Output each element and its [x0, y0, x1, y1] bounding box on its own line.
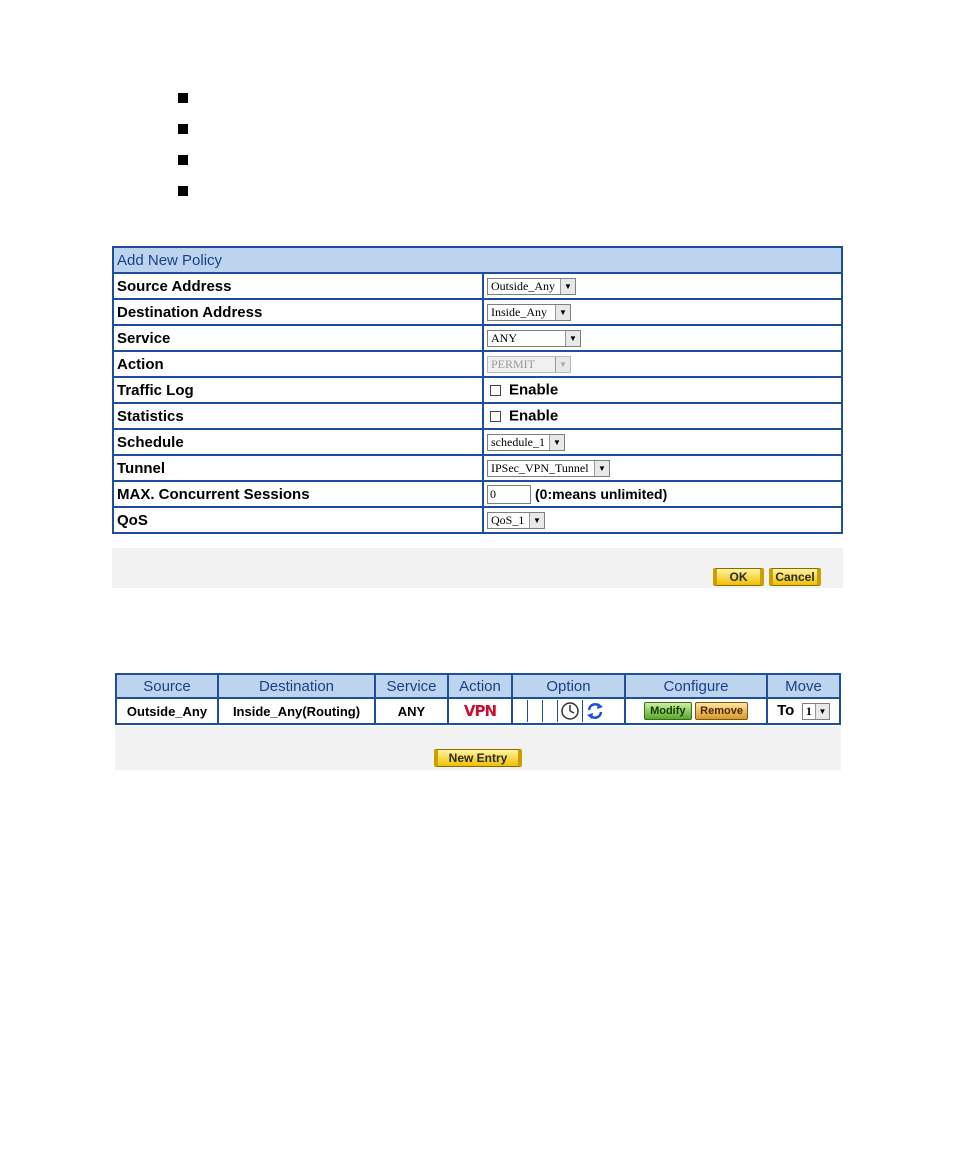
tunnel-select[interactable]: IPSec_VPN_Tunnel ▼: [487, 460, 610, 477]
schedule-label: Schedule: [113, 429, 483, 455]
row-service: ANY: [375, 698, 448, 724]
bullet-list: [178, 93, 188, 217]
chevron-down-icon: ▼: [555, 305, 570, 320]
chevron-down-icon: ▼: [529, 513, 544, 528]
traffic-log-enable-label: Enable: [509, 381, 559, 399]
max-sessions-label: MAX. Concurrent Sessions: [113, 481, 483, 507]
statistics-checkbox[interactable]: [490, 411, 501, 422]
destination-address-label: Destination Address: [113, 299, 483, 325]
destination-address-select[interactable]: Inside_Any ▼: [487, 304, 571, 321]
row-move: [767, 698, 840, 724]
action-label: Action: [113, 351, 483, 377]
chevron-down-icon: ▼: [565, 331, 580, 346]
square-bullet-icon: [178, 155, 188, 165]
cancel-button[interactable]: Cancel: [769, 568, 821, 586]
col-source: Source: [116, 674, 218, 698]
square-bullet-icon: [178, 124, 188, 134]
form-title: Add New Policy: [113, 247, 842, 273]
col-destination: Destination: [218, 674, 375, 698]
service-label: Service: [113, 325, 483, 351]
policy-list-table: [115, 673, 841, 725]
qos-label: QoS: [113, 507, 483, 533]
row-option: [512, 698, 625, 724]
service-select[interactable]: ANY ▼: [487, 330, 581, 347]
statistics-label: Statistics: [113, 403, 483, 429]
col-service: Service: [375, 674, 448, 698]
source-address-label: Source Address: [113, 273, 483, 299]
remove-button[interactable]: Remove: [695, 702, 748, 720]
square-bullet-icon: [178, 186, 188, 196]
row-action: [448, 698, 512, 724]
traffic-log-checkbox[interactable]: [490, 385, 501, 396]
chevron-down-icon: ▼: [815, 704, 829, 719]
vpn-icon: VPN: [463, 702, 497, 720]
statistics-enable-label: Enable: [509, 407, 559, 425]
list-footer: [115, 726, 841, 770]
max-sessions-hint: (0:means unlimited): [535, 486, 668, 502]
chevron-down-icon: ▼: [560, 279, 575, 294]
chevron-down-icon: ▼: [555, 357, 570, 372]
refresh-icon[interactable]: [582, 700, 607, 722]
col-action: Action: [448, 674, 512, 698]
move-select[interactable]: 1 ▼: [802, 703, 830, 720]
chevron-down-icon: ▼: [549, 435, 564, 450]
table-row: [116, 698, 840, 724]
col-option: Option: [512, 674, 625, 698]
col-move: Move: [767, 674, 840, 698]
clock-icon[interactable]: [557, 700, 582, 722]
traffic-log-label: Traffic Log: [113, 377, 483, 403]
row-configure: [625, 698, 767, 724]
option-slot: [542, 700, 557, 722]
col-configure: Configure: [625, 674, 767, 698]
ok-button[interactable]: OK: [713, 568, 764, 586]
source-address-select[interactable]: Outside_Any ▼: [487, 278, 576, 295]
action-select: PERMIT ▼: [487, 356, 571, 373]
new-entry-button[interactable]: New Entry: [434, 749, 522, 767]
tunnel-label: Tunnel: [113, 455, 483, 481]
add-policy-form: [112, 246, 843, 534]
option-slot: [527, 700, 542, 722]
row-source: Outside_Any: [116, 698, 218, 724]
square-bullet-icon: [178, 93, 188, 103]
row-destination: Inside_Any(Routing): [218, 698, 375, 724]
schedule-select[interactable]: schedule_1 ▼: [487, 434, 565, 451]
max-sessions-input[interactable]: 0: [487, 485, 531, 504]
chevron-down-icon: ▼: [594, 461, 609, 476]
form-footer: [112, 548, 843, 588]
option-slot: [513, 700, 527, 722]
modify-button[interactable]: Modify: [644, 702, 691, 720]
move-prefix: To: [777, 702, 795, 720]
qos-select[interactable]: QoS_1 ▼: [487, 512, 545, 529]
